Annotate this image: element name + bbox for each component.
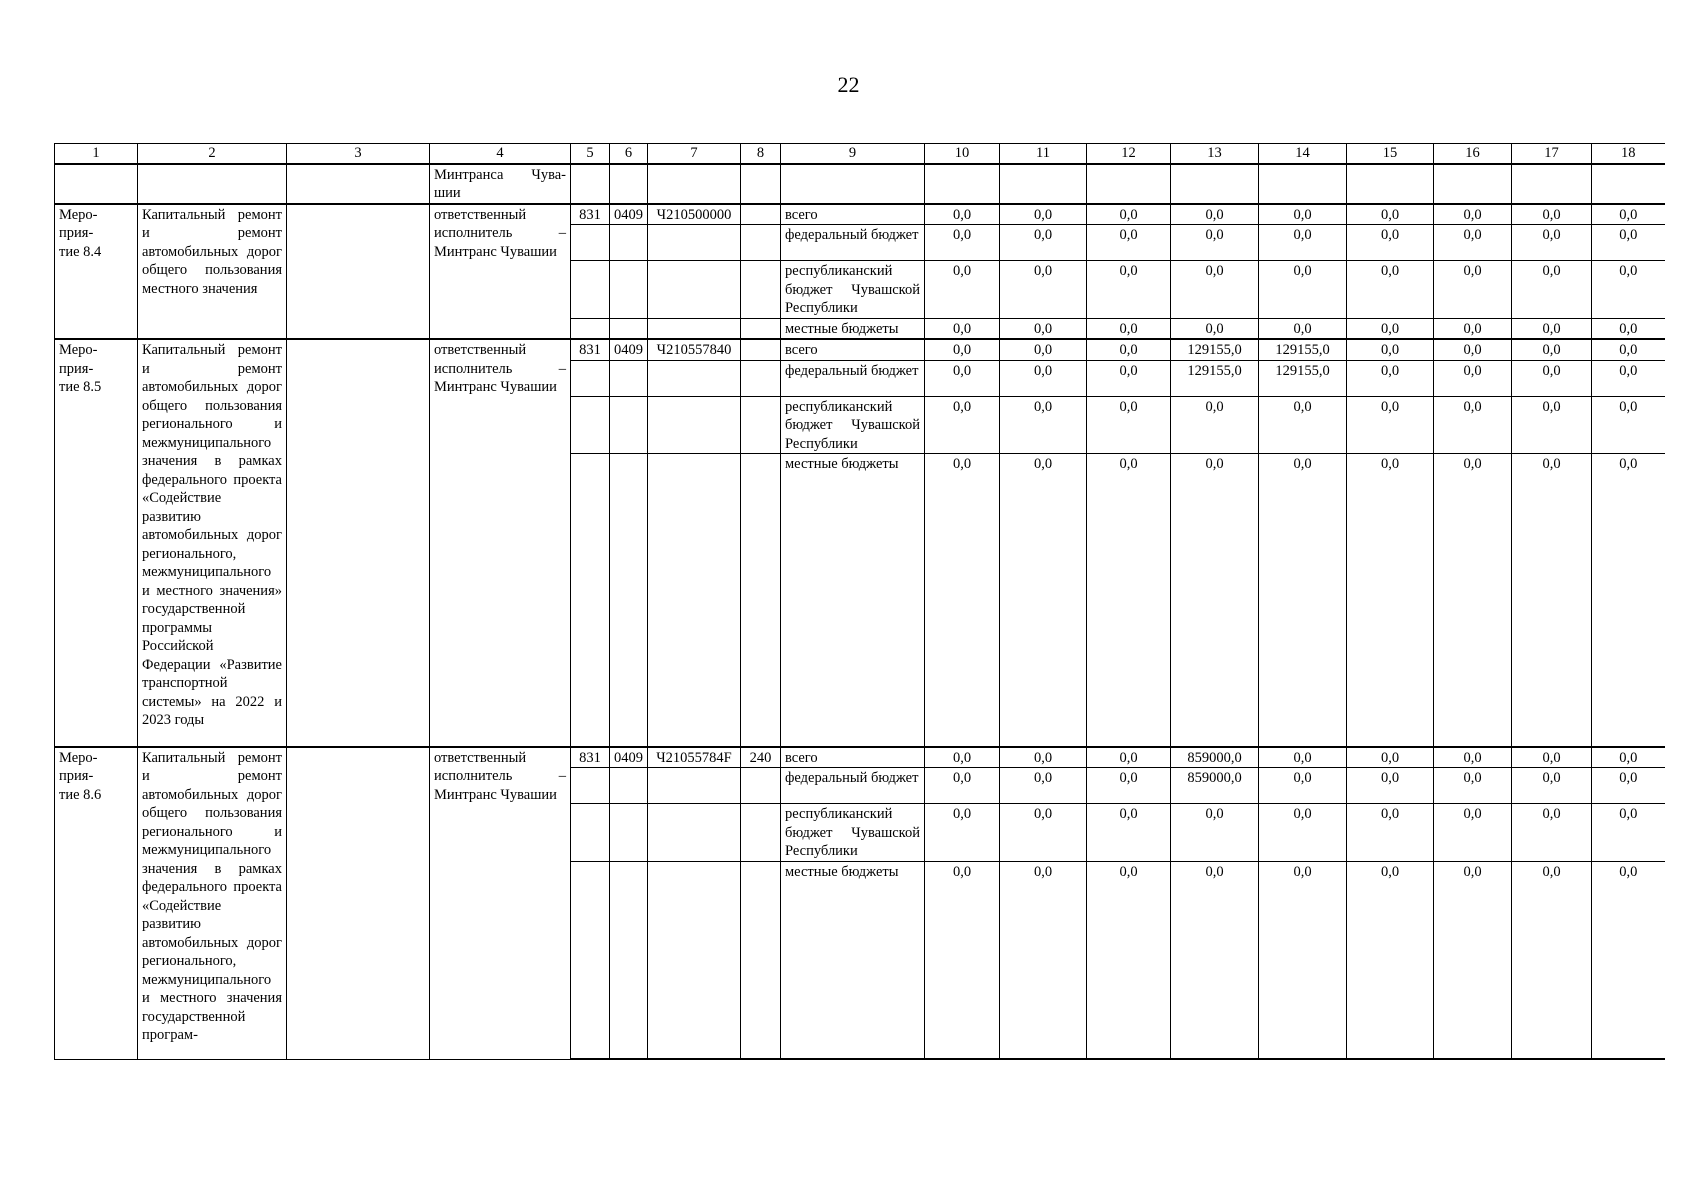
amount-col12: 0,0 <box>1087 747 1171 768</box>
amount-col11: 0,0 <box>1000 360 1087 396</box>
amount-col10: 0,0 <box>925 204 1000 225</box>
source-republic: республиканский бюджет Чувашской Республики <box>781 396 925 454</box>
amount-col14: 0,0 <box>1259 768 1347 804</box>
amount-col10: 0,0 <box>925 261 1000 319</box>
column-number: 2 <box>138 144 287 164</box>
amount-col18: 0,0 <box>1592 225 1665 261</box>
amount-col17: 0,0 <box>1512 396 1592 454</box>
amount-col10: 0,0 <box>925 360 1000 396</box>
measure-name: Капитальный ремонт и ремонт автомобильных дорог общего пользования регионального и межмуниципального значения в рамках федерального проекта «Содействие развитию автомобильных дорог регионального, межмуниципального и местного значения» государственной программы Российской Федерации «Развитие транспортной системы» на 2022 и 2023 годы <box>138 339 287 747</box>
code-col5 <box>571 318 610 339</box>
amount-col13: 0,0 <box>1171 261 1259 319</box>
source-federal: федеральный бюджет <box>781 360 925 396</box>
amount-col10: 0,0 <box>925 339 1000 360</box>
code-col7: Ч21055784F <box>648 747 741 768</box>
code-col6 <box>610 318 648 339</box>
code-col7 <box>648 454 741 747</box>
code-col5: 831 <box>571 747 610 768</box>
amount-col18: 0,0 <box>1592 204 1665 225</box>
amount-col12: 0,0 <box>1087 768 1171 804</box>
amount-col10: 0,0 <box>925 861 1000 1059</box>
amount-col11: 0,0 <box>1000 204 1087 225</box>
amount-col15: 0,0 <box>1347 861 1434 1059</box>
amount-col12: 0,0 <box>1087 339 1171 360</box>
responsible-executor: ответственный исполнитель – Минтранс Чувашии <box>430 339 571 747</box>
code-col6 <box>610 396 648 454</box>
measure-id <box>55 339 138 747</box>
amount-col18: 0,0 <box>1592 454 1665 747</box>
code-col7 <box>648 261 741 319</box>
amount-col13: 859000,0 <box>1171 747 1259 768</box>
amount-col16: 0,0 <box>1434 804 1512 862</box>
measure-id-line: Меро- <box>59 342 98 358</box>
code-col7 <box>648 861 741 1059</box>
code-col8 <box>741 261 781 319</box>
code-col6 <box>610 454 648 747</box>
amount-col14: 0,0 <box>1259 204 1347 225</box>
source-republic: республиканский бюджет Чувашской Республики <box>781 804 925 862</box>
measure-row <box>55 339 1665 360</box>
amount-col18: 0,0 <box>1592 339 1665 360</box>
amount-col14: 0,0 <box>1259 454 1347 747</box>
source-local: местные бюджеты <box>781 454 925 747</box>
code-col6: 0409 <box>610 747 648 768</box>
amount-col11: 0,0 <box>1000 454 1087 747</box>
code-col6 <box>610 225 648 261</box>
amount-col12: 0,0 <box>1087 204 1171 225</box>
amount-col15: 0,0 <box>1347 804 1434 862</box>
column-number-row <box>55 144 1665 164</box>
amount-col15: 0,0 <box>1347 339 1434 360</box>
amount-col17: 0,0 <box>1512 360 1592 396</box>
amount-col14: 0,0 <box>1259 261 1347 319</box>
code-col6 <box>610 768 648 804</box>
source-federal: федеральный бюджет <box>781 225 925 261</box>
amount-col14: 129155,0 <box>1259 339 1347 360</box>
amount-col16: 0,0 <box>1434 339 1512 360</box>
amount-col15: 0,0 <box>1347 261 1434 319</box>
amount-col12: 0,0 <box>1087 454 1171 747</box>
col3-empty <box>287 747 430 1060</box>
source-total: всего <box>781 204 925 225</box>
source-total: всего <box>781 339 925 360</box>
column-number: 7 <box>648 144 741 164</box>
code-col7 <box>648 360 741 396</box>
amount-col18: 0,0 <box>1592 861 1665 1059</box>
column-number: 16 <box>1434 144 1512 164</box>
amount-col13: 0,0 <box>1171 318 1259 339</box>
code-col5 <box>571 768 610 804</box>
code-col5 <box>571 360 610 396</box>
column-number: 15 <box>1347 144 1434 164</box>
column-number: 3 <box>287 144 430 164</box>
column-number: 9 <box>781 144 925 164</box>
amount-col12: 0,0 <box>1087 804 1171 862</box>
amount-col11: 0,0 <box>1000 747 1087 768</box>
column-number: 10 <box>925 144 1000 164</box>
code-col7: Ч210500000 <box>648 204 741 225</box>
measure-id-line: прия- <box>59 225 94 241</box>
column-number: 4 <box>430 144 571 164</box>
column-number: 13 <box>1171 144 1259 164</box>
measure-id-line: прия- <box>59 768 94 784</box>
source-federal: федеральный бюджет <box>781 768 925 804</box>
code-col6 <box>610 861 648 1059</box>
amount-col16: 0,0 <box>1434 360 1512 396</box>
measure-id-line: прия- <box>59 360 94 377</box>
code-col7 <box>648 804 741 862</box>
amount-col16: 0,0 <box>1434 396 1512 454</box>
column-number: 5 <box>571 144 610 164</box>
code-col6 <box>610 804 648 862</box>
code-col8 <box>741 768 781 804</box>
code-col8 <box>741 360 781 396</box>
amount-col11: 0,0 <box>1000 768 1087 804</box>
code-col8 <box>741 339 781 360</box>
amount-col17: 0,0 <box>1512 225 1592 261</box>
continued-responsible: Минтранса Чува-шии <box>430 164 571 204</box>
amount-col17: 0,0 <box>1512 768 1592 804</box>
amount-col16: 0,0 <box>1434 318 1512 339</box>
amount-col15: 0,0 <box>1347 204 1434 225</box>
page-number: 22 <box>837 72 860 97</box>
amount-col18: 0,0 <box>1592 318 1665 339</box>
amount-col16: 0,0 <box>1434 454 1512 747</box>
amount-col16: 0,0 <box>1434 861 1512 1059</box>
measure-row <box>55 204 1665 225</box>
amount-col13: 859000,0 <box>1171 768 1259 804</box>
code-col8 <box>741 861 781 1059</box>
amount-col13: 0,0 <box>1171 861 1259 1059</box>
amount-col17: 0,0 <box>1512 747 1592 768</box>
amount-col17: 0,0 <box>1512 261 1592 319</box>
amount-col17: 0,0 <box>1512 339 1592 360</box>
code-col5 <box>571 396 610 454</box>
amount-col15: 0,0 <box>1347 396 1434 454</box>
measures-body <box>55 204 1665 1060</box>
amount-col11: 0,0 <box>1000 339 1087 360</box>
amount-col15: 0,0 <box>1347 318 1434 339</box>
code-col7 <box>648 225 741 261</box>
source-total: всего <box>781 747 925 768</box>
amount-col14: 129155,0 <box>1259 360 1347 396</box>
code-col7 <box>648 768 741 804</box>
code-col7 <box>648 318 741 339</box>
code-col6 <box>610 261 648 319</box>
amount-col10: 0,0 <box>925 747 1000 768</box>
amount-col14: 0,0 <box>1259 225 1347 261</box>
amount-col10: 0,0 <box>925 225 1000 261</box>
column-number: 1 <box>55 144 138 164</box>
measure-name: Капитальный ремонт и ремонт автомобильных дорог общего пользования местного значения <box>138 204 287 340</box>
amount-col15: 0,0 <box>1347 225 1434 261</box>
amount-col13: 0,0 <box>1171 225 1259 261</box>
code-col5 <box>571 225 610 261</box>
measure-id-line: тие 8.6 <box>59 786 102 803</box>
column-number: 11 <box>1000 144 1087 164</box>
amount-col17: 0,0 <box>1512 318 1592 339</box>
amount-col15: 0,0 <box>1347 360 1434 396</box>
amount-col18: 0,0 <box>1592 804 1665 862</box>
measure-row <box>55 747 1665 768</box>
code-col8: 240 <box>741 747 781 768</box>
column-number: 8 <box>741 144 781 164</box>
code-col5 <box>571 804 610 862</box>
measure-id-line: Меро- <box>59 749 98 766</box>
amount-col17: 0,0 <box>1512 861 1592 1059</box>
code-col6: 0409 <box>610 339 648 360</box>
column-number: 6 <box>610 144 648 164</box>
amount-col11: 0,0 <box>1000 861 1087 1059</box>
column-number: 18 <box>1592 144 1665 164</box>
amount-col17: 0,0 <box>1512 204 1592 225</box>
code-col8 <box>741 454 781 747</box>
amount-col16: 0,0 <box>1434 768 1512 804</box>
column-number: 17 <box>1512 144 1592 164</box>
amount-col14: 0,0 <box>1259 747 1347 768</box>
measure-id-line: Меро- <box>59 206 98 223</box>
col3-empty <box>287 339 430 747</box>
amount-col12: 0,0 <box>1087 318 1171 339</box>
responsible-executor: ответственный исполнитель – Минтранс Чувашии <box>430 204 571 340</box>
amount-col10: 0,0 <box>925 454 1000 747</box>
amount-col15: 0,0 <box>1347 454 1434 747</box>
budget-table <box>54 143 1665 1060</box>
amount-col17: 0,0 <box>1512 804 1592 862</box>
amount-col11: 0,0 <box>1000 225 1087 261</box>
measure-id <box>55 747 138 1060</box>
amount-col11: 0,0 <box>1000 261 1087 319</box>
amount-col13: 0,0 <box>1171 804 1259 862</box>
measure-name: Капитальный ремонт и ремонт автомобильных дорог общего пользования регионального и межмуниципального значения в рамках федерального проекта «Содействие развитию автомобильных дорог регионального, межмуниципального и местного значения государственной програм- <box>138 747 287 1060</box>
code-col7 <box>648 396 741 454</box>
amount-col10: 0,0 <box>925 318 1000 339</box>
amount-col16: 0,0 <box>1434 261 1512 319</box>
amount-col14: 0,0 <box>1259 861 1347 1059</box>
code-col5 <box>571 861 610 1059</box>
column-number: 12 <box>1087 144 1171 164</box>
amount-col14: 0,0 <box>1259 396 1347 454</box>
measure-id-line: тие 8.4 <box>59 243 102 260</box>
amount-col15: 0,0 <box>1347 768 1434 804</box>
amount-col16: 0,0 <box>1434 225 1512 261</box>
code-col6 <box>610 360 648 396</box>
amount-col10: 0,0 <box>925 768 1000 804</box>
source-local: местные бюджеты <box>781 861 925 1059</box>
code-col5: 831 <box>571 204 610 225</box>
code-col7: Ч210557840 <box>648 339 741 360</box>
amount-col18: 0,0 <box>1592 396 1665 454</box>
responsible-executor: ответственный исполнитель – Минтранс Чувашии <box>430 747 571 1060</box>
measure-id <box>55 204 138 340</box>
amount-col12: 0,0 <box>1087 225 1171 261</box>
code-col5 <box>571 261 610 319</box>
code-col8 <box>741 204 781 225</box>
amount-col11: 0,0 <box>1000 804 1087 862</box>
amount-col13: 0,0 <box>1171 454 1259 747</box>
amount-col14: 0,0 <box>1259 318 1347 339</box>
code-col8 <box>741 225 781 261</box>
amount-col18: 0,0 <box>1592 261 1665 319</box>
code-col8 <box>741 318 781 339</box>
amount-col16: 0,0 <box>1434 204 1512 225</box>
amount-col10: 0,0 <box>925 804 1000 862</box>
amount-col11: 0,0 <box>1000 396 1087 454</box>
code-col8 <box>741 804 781 862</box>
amount-col16: 0,0 <box>1434 747 1512 768</box>
continuation-row <box>55 164 1665 204</box>
amount-col13: 129155,0 <box>1171 360 1259 396</box>
amount-col13: 0,0 <box>1171 396 1259 454</box>
source-republic: республиканский бюджет Чувашской Республики <box>781 261 925 319</box>
source-local: местные бюджеты <box>781 318 925 339</box>
column-number: 14 <box>1259 144 1347 164</box>
amount-col12: 0,0 <box>1087 261 1171 319</box>
col3-empty <box>287 204 430 340</box>
code-col5 <box>571 454 610 747</box>
amount-col12: 0,0 <box>1087 360 1171 396</box>
amount-col12: 0,0 <box>1087 861 1171 1059</box>
amount-col18: 0,0 <box>1592 747 1665 768</box>
measure-id-line: тие 8.5 <box>59 379 102 395</box>
amount-col12: 0,0 <box>1087 396 1171 454</box>
code-col6: 0409 <box>610 204 648 225</box>
amount-col14: 0,0 <box>1259 804 1347 862</box>
code-col5: 831 <box>571 339 610 360</box>
code-col8 <box>741 396 781 454</box>
amount-col15: 0,0 <box>1347 747 1434 768</box>
amount-col17: 0,0 <box>1512 454 1592 747</box>
amount-col13: 129155,0 <box>1171 339 1259 360</box>
amount-col18: 0,0 <box>1592 360 1665 396</box>
amount-col18: 0,0 <box>1592 768 1665 804</box>
amount-col10: 0,0 <box>925 396 1000 454</box>
amount-col13: 0,0 <box>1171 204 1259 225</box>
amount-col11: 0,0 <box>1000 318 1087 339</box>
